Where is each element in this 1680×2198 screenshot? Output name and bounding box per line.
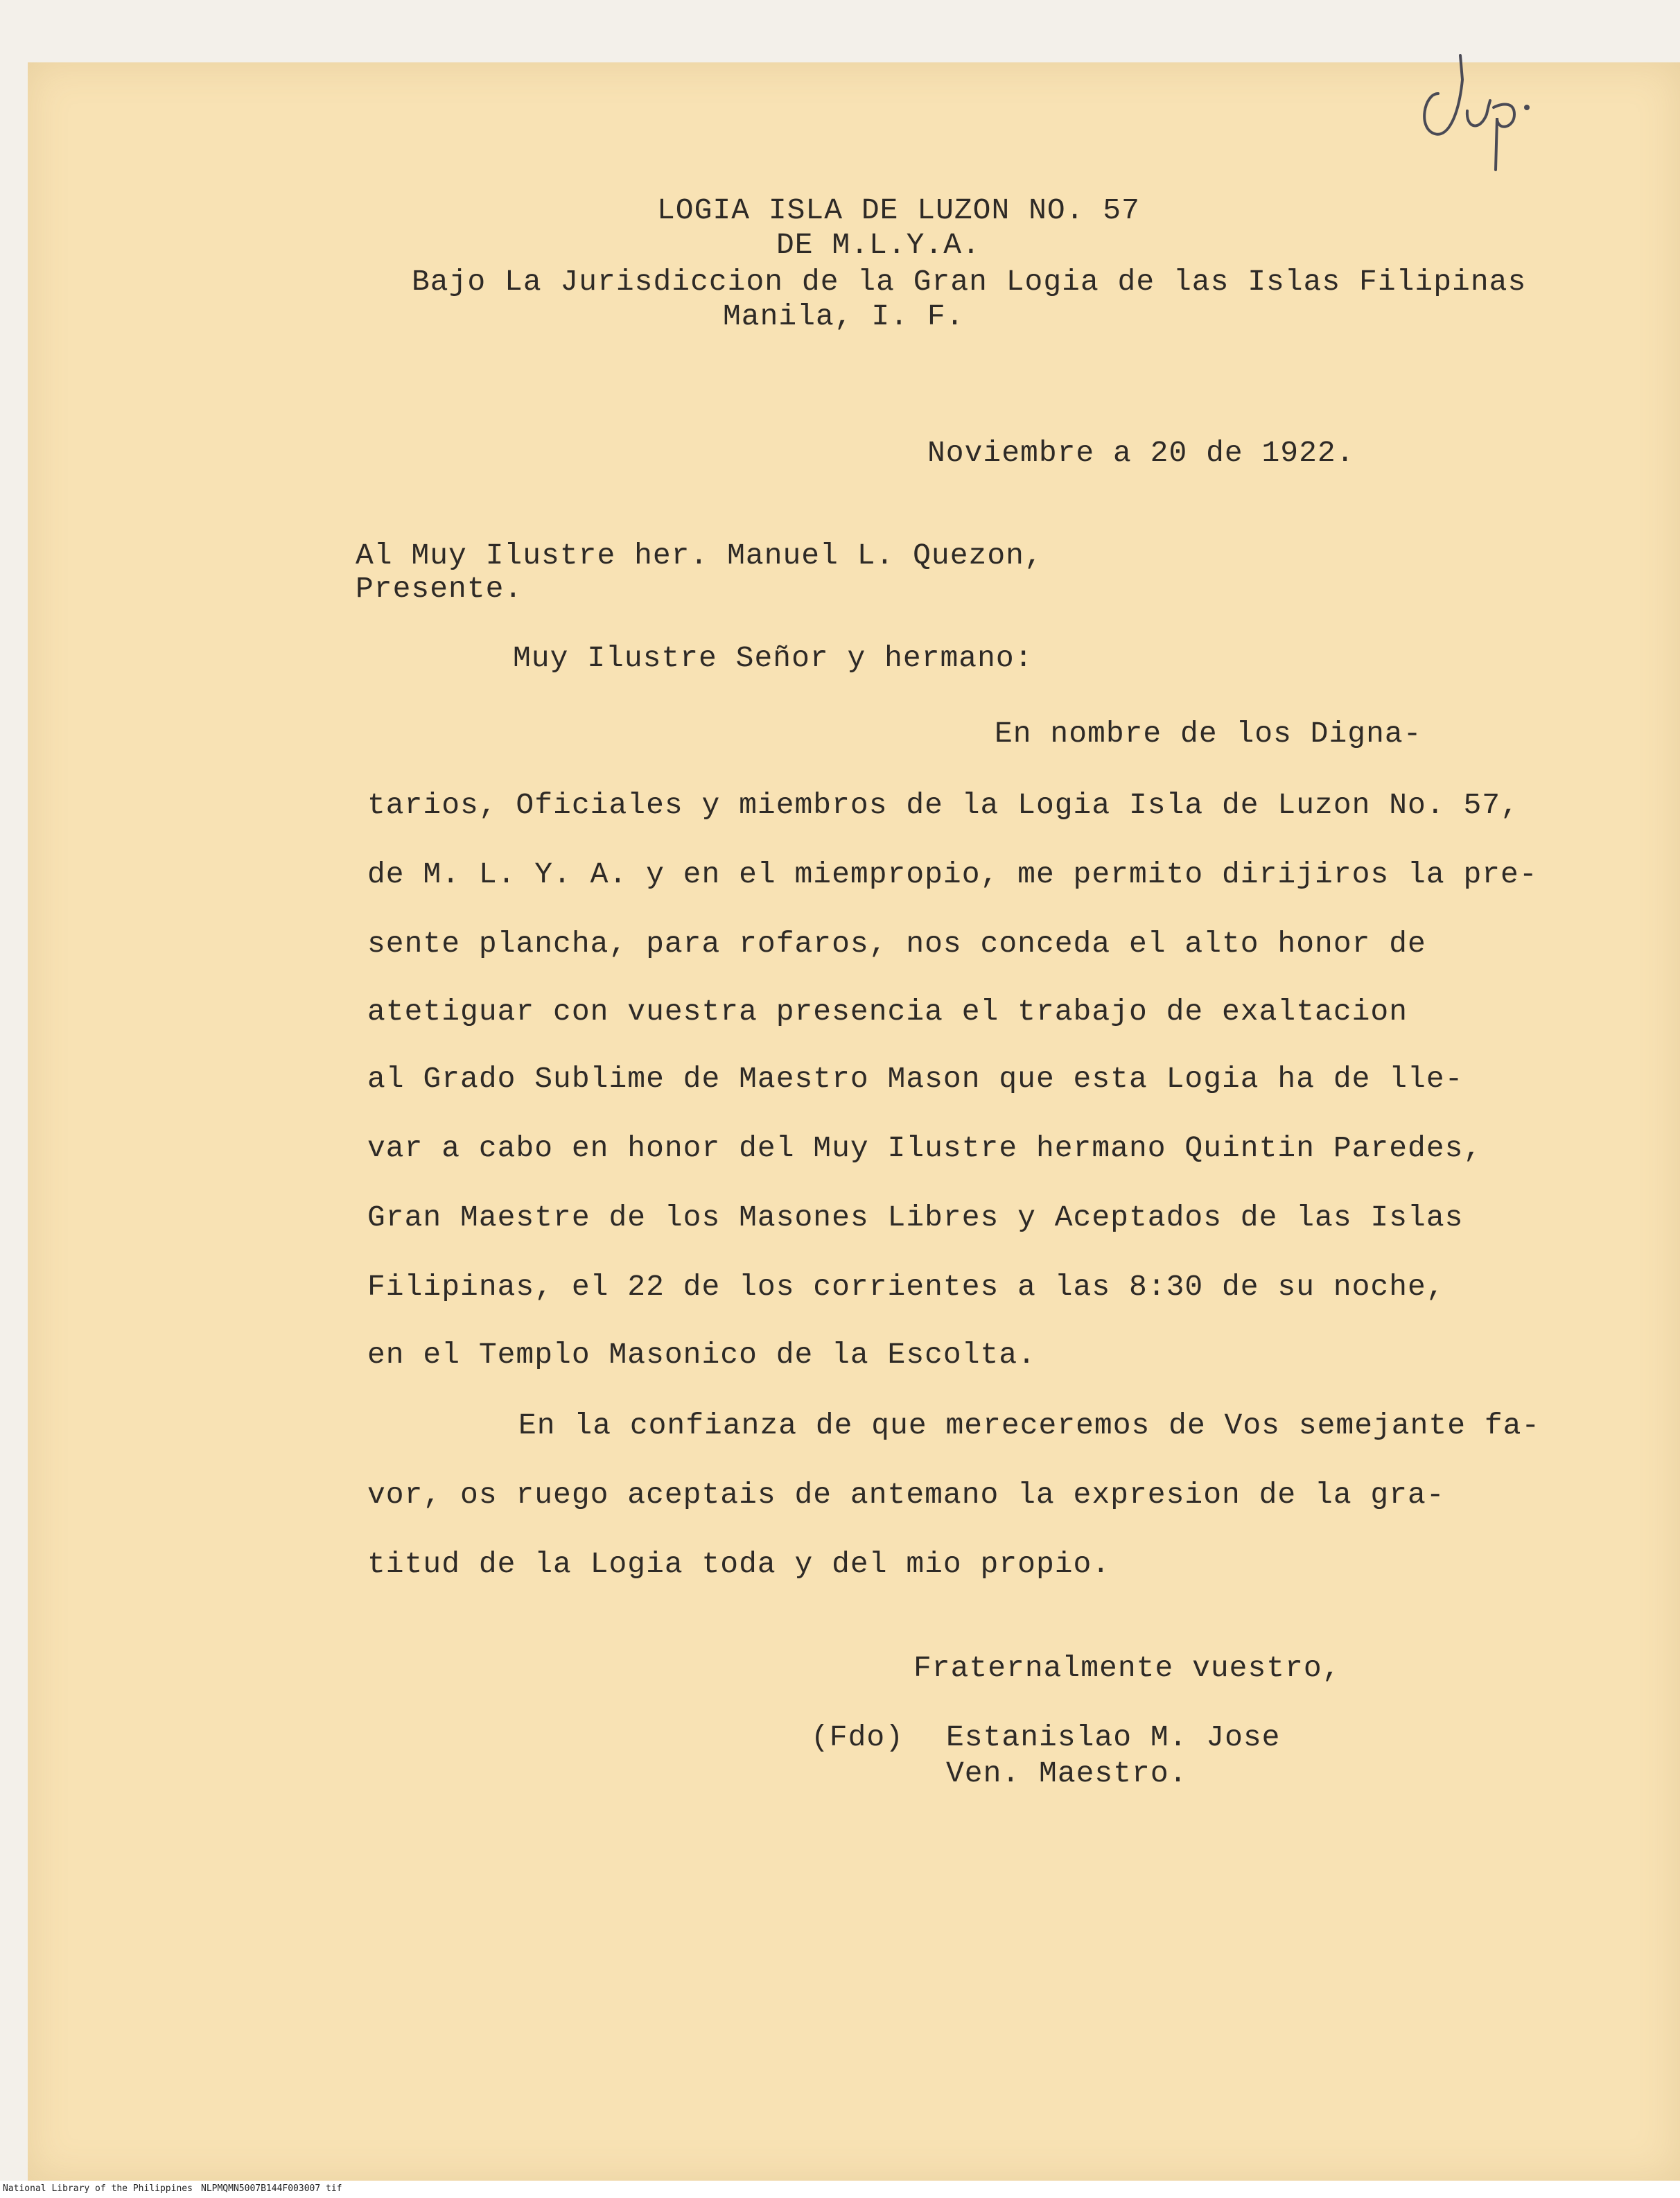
body-line: var a cabo en honor del Muy Ilustre hermano Quintin Paredes, (367, 1131, 1482, 1165)
salutation: Muy Ilustre Señor y hermano: (513, 641, 1033, 675)
letterhead-jurisdiction: Bajo La Jurisdiccion de la Gran Logia de las Islas Filipinas (412, 265, 1527, 299)
body-line: titud de la Logia toda y del mio propio. (367, 1547, 1111, 1581)
body-line: vor, os ruego aceptais de antemano la expresion de la gra- (367, 1478, 1445, 1512)
letterhead-order: DE M.L.Y.A. (776, 228, 981, 262)
body-line: en el Templo Masonico de la Escolta. (367, 1338, 1036, 1372)
body-line: Filipinas, el 22 de los corrientes a las 8:30 de su noche, (367, 1270, 1445, 1304)
footer-file-id: NLPMQMN5007B144F003007 tif (201, 2183, 342, 2194)
body-line: atetiguar con vuestra presencia el trabajo de exaltacion (367, 995, 1408, 1029)
letter-page (28, 62, 1680, 2181)
letterhead-lodge-name: LOGIA ISLA DE LUZON NO. 57 (657, 193, 1140, 227)
signed-marker: (Fdo) (811, 1720, 904, 1754)
signer-name: Estanislao M. Jose (946, 1720, 1281, 1754)
addressee-presente: Presente. (356, 572, 523, 606)
body-line: En nombre de los Digna- (995, 717, 1422, 751)
signer-title: Ven. Maestro. (946, 1756, 1188, 1790)
addressee-name: Al Muy Ilustre her. Manuel L. Quezon, (356, 539, 1043, 573)
body-line: sente plancha, para rofaros, nos conceda el alto honor de (367, 927, 1426, 961)
handwritten-dup-annotation (1410, 52, 1556, 177)
body-line: tarios, Oficiales y miembros de la Logia Isla de Luzon No. 57, (367, 788, 1519, 822)
footer-institution: National Library of the Philippines (3, 2183, 193, 2194)
body-line: de M. L. Y. A. y en el miempropio, me permito dirijiros la pre- (367, 857, 1538, 891)
body-line: En la confianza de que mereceremos de Vos semejante fa- (518, 1408, 1541, 1442)
letterhead-city: Manila, I. F. (723, 299, 965, 333)
body-line: al Grado Sublime de Maestro Mason que esta Logia ha de lle- (367, 1062, 1464, 1096)
letter-date: Noviembre a 20 de 1922. (927, 436, 1355, 470)
valediction: Fraternalmente vuestro, (913, 1651, 1341, 1685)
body-line: Gran Maestre de los Masones Libres y Aceptados de las Islas (367, 1201, 1464, 1235)
